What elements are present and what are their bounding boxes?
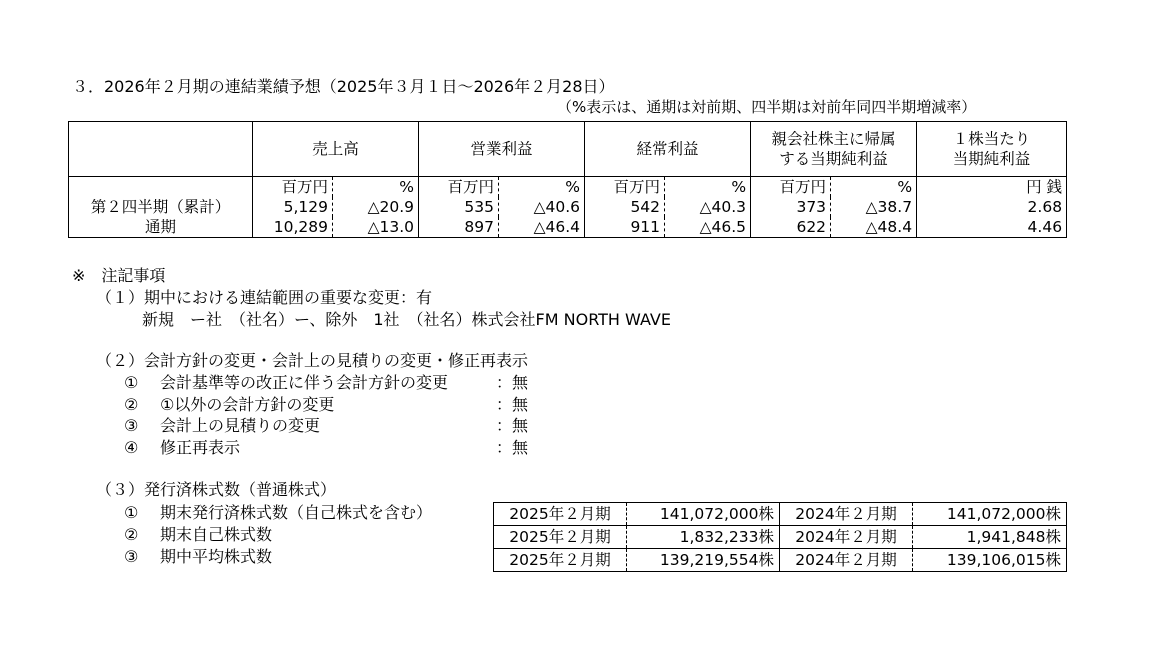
header-net-income [751, 122, 917, 177]
unit-percent: % [333, 177, 419, 198]
unit-million-yen: 百万円 [751, 177, 831, 198]
list-item-text: 会計上の見積りの変更 [160, 416, 321, 435]
list-item-num: ③ [124, 547, 139, 566]
sales-value: 10,289 [253, 217, 333, 238]
list-item-text: 期末自己株式数 [160, 525, 273, 544]
period-current: 2025年２月期 [494, 526, 627, 549]
header-eps-line2: 当期純利益 [952, 150, 1031, 168]
op-pct: △40.6 [499, 197, 585, 217]
header-operating-profit: 営業利益 [419, 122, 585, 177]
shares-value-prior: 1,941,848株 [913, 526, 1067, 549]
ord-pct: △46.5 [665, 217, 751, 238]
corner-cell [69, 122, 253, 177]
shares-value-prior: 141,072,000株 [913, 503, 1067, 526]
list-item-value: ：無 [496, 438, 529, 457]
rate-note: （%表示は、通期は対前期、四半期は対前年同四半期増減率） [557, 98, 977, 116]
list-item-text: 期中平均株式数 [160, 547, 273, 566]
op-value: 897 [419, 217, 499, 238]
note1-title: （１）期中における連結範囲の重要な変更：有 [96, 288, 433, 307]
table-row [69, 197, 1067, 217]
list-item-value: ：無 [496, 373, 529, 392]
unit-percent: % [499, 177, 585, 198]
list-item-num: ③ [124, 416, 139, 435]
note3-title: （３）発行済株式数（普通株式） [96, 480, 337, 499]
period-prior: 2024年２月期 [780, 549, 913, 572]
note1-detail: 新規 ー社 （社名）ー、除外 1社 （社名）株式会社FM NORTH WAVE [142, 310, 671, 329]
note2-title: （２）会計方針の変更・会計上の見積りの変更・修正再表示 [96, 351, 529, 370]
table-row [494, 549, 1067, 572]
list-item-value: ：無 [496, 395, 529, 414]
net-pct: △48.4 [831, 217, 917, 238]
ord-value: 911 [585, 217, 665, 238]
header-net-income-line1: 親会社株主に帰属 [771, 130, 896, 148]
list-item-value: ：無 [496, 416, 529, 435]
sales-pct: △13.0 [333, 217, 419, 238]
unit-million-yen: 百万円 [585, 177, 665, 198]
eps-value: 4.46 [917, 217, 1067, 238]
net-value: 373 [751, 197, 831, 217]
forecast-table [68, 121, 1067, 238]
net-value: 622 [751, 217, 831, 238]
list-item-num: ② [124, 395, 139, 414]
sales-pct: △20.9 [333, 197, 419, 217]
unit-million-yen: 百万円 [253, 177, 333, 198]
table-row [494, 526, 1067, 549]
header-eps [917, 122, 1067, 177]
period-current: 2025年２月期 [494, 549, 627, 572]
ord-value: 542 [585, 197, 665, 217]
unit-million-yen: 百万円 [419, 177, 499, 198]
shares-value-current: 1,832,233株 [627, 526, 780, 549]
shares-value-prior: 139,106,015株 [913, 549, 1067, 572]
eps-value: 2.68 [917, 197, 1067, 217]
header-net-income-line2: する当期純利益 [779, 150, 888, 168]
op-pct: △46.4 [499, 217, 585, 238]
row-label: 第２四半期（累計） [90, 198, 231, 216]
table-row [494, 503, 1067, 526]
period-prior: 2024年２月期 [780, 526, 913, 549]
shares-table [493, 502, 1067, 572]
unit-percent: % [831, 177, 917, 198]
table-row [69, 217, 1067, 238]
period-prior: 2024年２月期 [780, 503, 913, 526]
forecast-unit-row [69, 177, 1067, 198]
section-title: ３．2026年２月期の連結業績予想（2025年３月１日～2026年２月28日） [72, 77, 615, 96]
list-item-num: ① [124, 373, 139, 392]
unit-percent: % [665, 177, 751, 198]
header-sales: 売上高 [253, 122, 419, 177]
list-item-num: ④ [124, 438, 139, 457]
op-value: 535 [419, 197, 499, 217]
shares-value-current: 141,072,000株 [627, 503, 780, 526]
sales-value: 5,129 [253, 197, 333, 217]
ord-pct: △40.3 [665, 197, 751, 217]
net-pct: △38.7 [831, 197, 917, 217]
unit-yen-sen: 円 銭 [917, 177, 1067, 198]
list-item-num: ① [124, 503, 139, 522]
period-current: 2025年２月期 [494, 503, 627, 526]
row-label: 通期 [144, 218, 176, 236]
header-eps-line1: １株当たり [952, 130, 1031, 148]
list-item-text: 会計基準等の改正に伴う会計方針の変更 [160, 373, 449, 392]
header-ordinary-profit: 経常利益 [585, 122, 751, 177]
notes-heading: ※ 注記事項 [72, 266, 166, 285]
forecast-header-row [69, 122, 1067, 177]
shares-value-current: 139,219,554株 [627, 549, 780, 572]
list-item-text: 修正再表示 [160, 438, 241, 457]
list-item-num: ② [124, 525, 139, 544]
list-item-text: 期末発行済株式数（自己株式を含む） [160, 503, 433, 522]
list-item-text: ①以外の会計方針の変更 [160, 395, 335, 414]
